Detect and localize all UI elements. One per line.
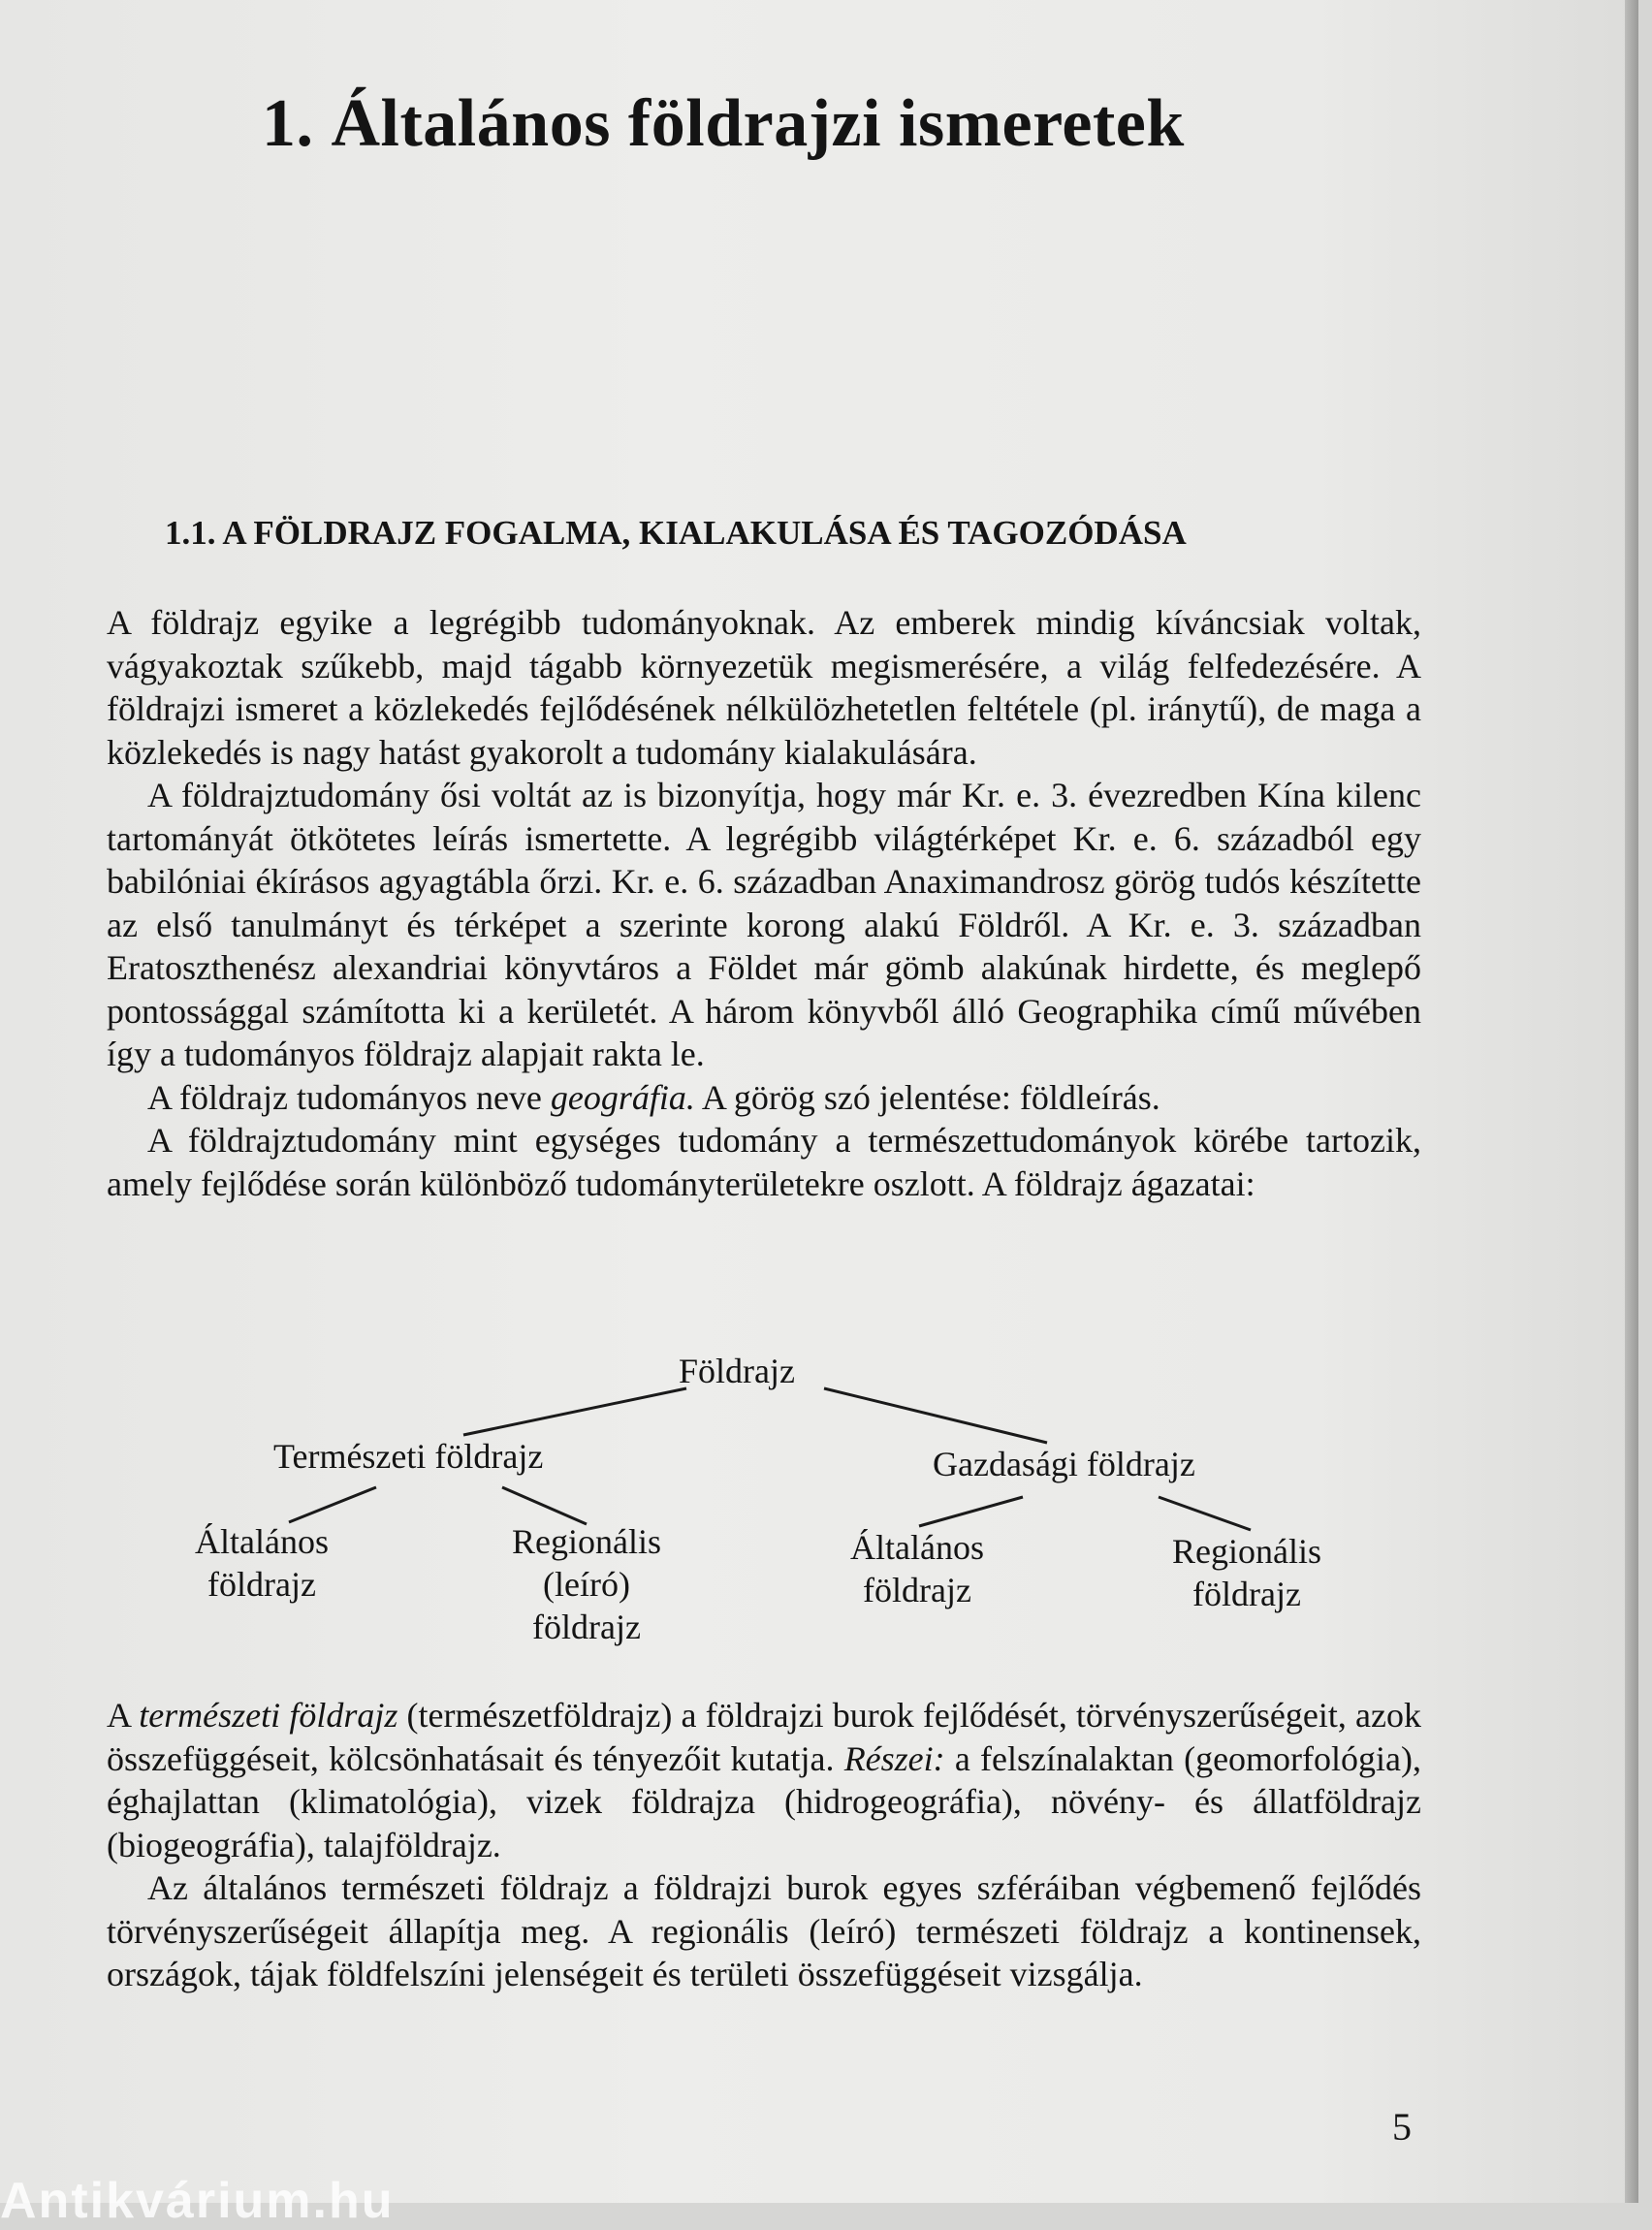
node-economic-regional [1161, 1530, 1332, 1615]
node-line: földrajz [863, 1571, 971, 1609]
node-economic-geography: Gazdasági földrajz [933, 1445, 1195, 1483]
node-natural-regional [504, 1520, 669, 1648]
node-geography: Földrajz [679, 1352, 795, 1390]
paragraph-branches-intro: A földrajztudomány mint egységes tudomány a természettudományok körébe tartozik, amely fejlődése során különböző tudományterületekre oszlott. A földrajz ágazatai: [107, 1121, 1421, 1203]
chapter-title: 1. Általános földrajzi ismeretek [262, 86, 1185, 161]
text-fragment: a felszínalaktan (geomorfológia), éghajlattan (klimatológia), vizek földrajza (hidrogeográfia), növény- és állatföldrajz (biogeográfia), talajföldrajz. [107, 1738, 1421, 1864]
line-natural-to-general [289, 1487, 376, 1522]
node-line: (leíró) [543, 1565, 630, 1604]
page-edge-shadow [1625, 0, 1638, 2203]
line-root-to-economic [824, 1388, 1047, 1443]
geography-term: geográfia. [550, 1077, 695, 1117]
node-natural-general [184, 1520, 339, 1606]
paragraph-ancient-origins: A földrajztudomány ősi voltát az is bizonyítja, hogy már Kr. e. 3. évezredben Kína kilenc tartományát ötkötetes leírás ismertette. A legrégibb világtérképet Kr. e. 6. századból egy babilóniai ékírásos agyagtábla őrzi. Kr. e. 6. században Anaximandrosz görög tudós készítette az első tanulmányt és térképet a szerinte korong alakú Földről. A Kr. e. 3. században Eratoszthenész alexandriai könyvtáros a Földet már gömb alakúnak hirdette, és meglepő pontossággal számította ki a kerületét. A három könyvből álló Geographika című művében így a tudományos földrajz alapjait rakta le. [107, 776, 1421, 1073]
parts-label: Részei: [843, 1738, 945, 1778]
node-natural-geography: Természeti földrajz [273, 1437, 544, 1476]
line-economic-to-regional [1159, 1497, 1251, 1530]
node-line: Általános [850, 1528, 984, 1567]
watermark: Antikvárium.hu [0, 2173, 395, 2229]
page-number: 5 [1392, 2105, 1412, 2149]
line-root-to-natural [463, 1388, 686, 1435]
natural-geography-term: természeti földrajz [139, 1696, 398, 1735]
paragraph-natural-geography [107, 1694, 1421, 1866]
line-economic-to-general [919, 1497, 1023, 1526]
node-economic-general [840, 1526, 995, 1611]
node-line: földrajz [532, 1608, 641, 1646]
paragraph-history-intro: A földrajz egyike a legrégibb tudományoknak. Az emberek mindig kíváncsiak voltak, vágyakoztak szűkebb, majd tágabb környezetük megismerésére, a világ felfedezésére. A földrajzi ismeret a közlekedés fejlődésének nélkülözhetetlen feltétele (pl. iránytű), de maga a közlekedés is nagy hatást gyakorolt a tudomány kialakulására. [107, 603, 1421, 772]
section-title: 1.1. A FÖLDRAJZ FOGALMA, KIALAKULÁSA ÉS TAGOZÓDÁSA [165, 514, 1187, 552]
node-line: Regionális [512, 1522, 661, 1561]
natural-geography-text-block [107, 1694, 1421, 1996]
text-fragment: (természetföldrajz) a földrajzi burok fejlődését, törvényszerűségeit, azok összefüggéseit, kölcsönhatásait és tényezőit kutatja. [107, 1696, 1422, 1778]
node-line: Általános [195, 1522, 329, 1561]
line-natural-to-regional [502, 1487, 587, 1524]
node-line: földrajz [1192, 1575, 1301, 1613]
text-fragment: A [107, 1696, 140, 1735]
name-text-after: A görög szó jelentése: földleírás. [694, 1077, 1160, 1117]
node-line: földrajz [207, 1565, 316, 1604]
node-line: Regionális [1172, 1532, 1321, 1571]
paragraph-general-vs-regional: Az általános természeti földrajz a földrajzi burok egyes szféráiban végbemenő fejlődés törvényszerűségeit állapítja meg. A regionális (leíró) természeti földrajz a kontinensek, országok, tájak földfelszíni jelenségeit és területi összefüggéseit vizsgálja. [107, 1868, 1421, 1993]
name-text-before: A földrajz tudományos neve [147, 1077, 551, 1117]
